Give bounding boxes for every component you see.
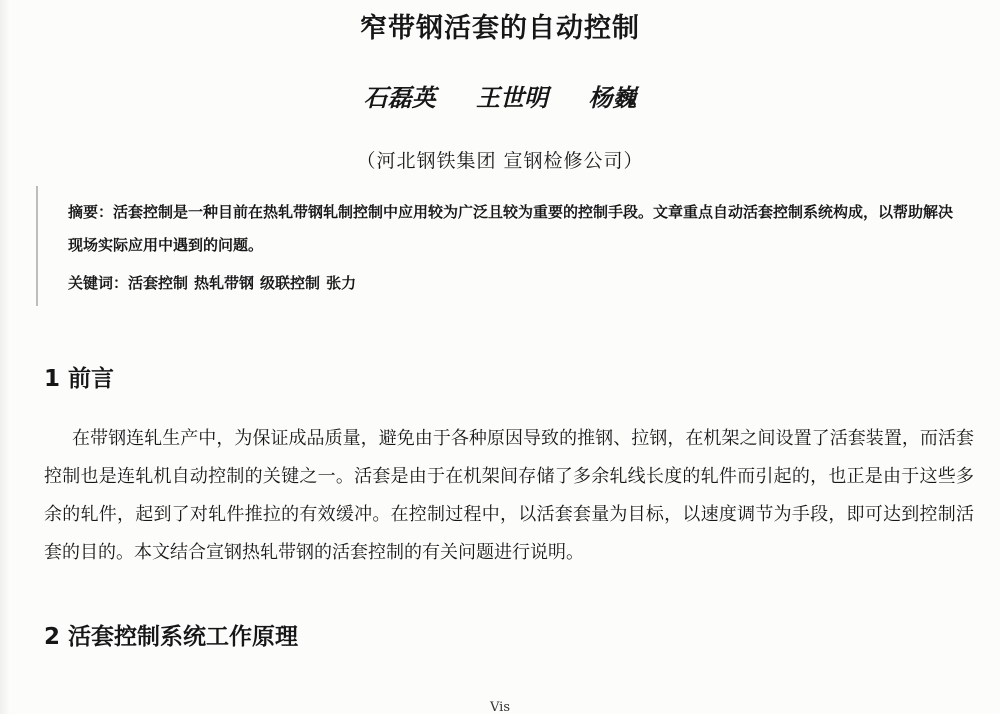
abstract [68, 196, 968, 262]
affiliation: （河北钢铁集团 宣钢检修公司） [356, 150, 644, 172]
margin-rule [36, 186, 38, 306]
section-heading-principle: 2 活套控制系统工作原理 [44, 624, 299, 650]
keywords-label: 关键词： [68, 274, 129, 292]
abstract-label: 摘要： [68, 203, 114, 221]
keyword: 级联控制 [260, 274, 321, 292]
abstract-text: 活套控制是一种目前在热轧带钢轧制控制中应用较为广泛且较为重要的控制手段。文章重点自动活套控制系统构成，以帮助解决现场实际应用中遇到的问题。 [68, 203, 954, 254]
paper-title: 窄带钢活套的自动控制 [360, 13, 640, 44]
section-heading-intro: 1 前言 [44, 366, 115, 392]
section-body-intro: 在带钢连轧生产中，为保证成品质量，避免由于各种原因导致的推钢、拉钢，在机架之间设置了活套装置，而活套控制也是连轧机自动控制的关键之一。活套是由于在机架间存储了多余轧线长度的轧件而引起的，也正是由于这些多余的轧件，起到了对轧件推拉的有效缓冲。在控制过程中，以活套套量为目标，以速度调节为手段，即可达到控制活套的目的。本文结合宣钢热轧带钢的活套控制的有关问题进行说明。 [44, 428, 974, 563]
keywords [68, 272, 362, 293]
author-name: 石磊英 [363, 83, 436, 112]
keyword: 张力 [326, 274, 357, 292]
author-name: 杨巍 [588, 83, 637, 112]
author-list [0, 78, 1000, 113]
keyword: 热轧带钢 [194, 274, 255, 292]
author-name: 王世明 [476, 83, 548, 112]
page-number: Vis [490, 700, 510, 714]
keyword: 活套控制 [128, 274, 189, 292]
